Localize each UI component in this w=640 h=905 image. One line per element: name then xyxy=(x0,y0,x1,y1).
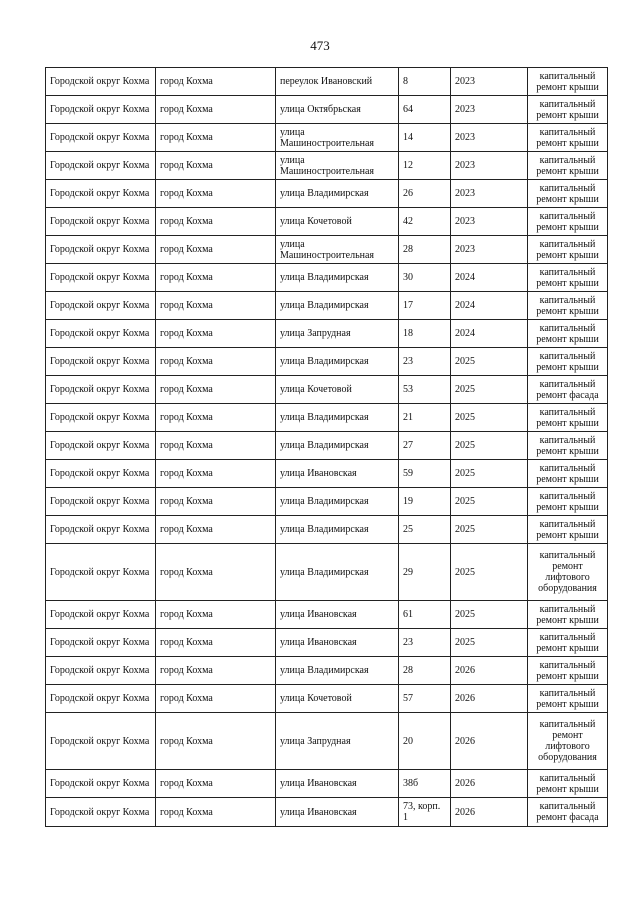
street-cell: переулок Ивановский xyxy=(276,68,399,96)
year-cell: 2025 xyxy=(451,488,528,516)
street-cell: улица Ивановская xyxy=(276,770,399,798)
work-type-cell: капитальный ремонт крыши xyxy=(528,236,608,264)
year-cell: 2024 xyxy=(451,292,528,320)
street-cell: улица Владимирская xyxy=(276,432,399,460)
house-cell: 59 xyxy=(399,460,451,488)
city-cell: город Кохма xyxy=(156,798,276,827)
house-cell: 12 xyxy=(399,152,451,180)
table-row xyxy=(46,180,608,208)
street-cell: улица Машиностроительная xyxy=(276,236,399,264)
district-cell: Городской округ Кохма xyxy=(46,320,156,348)
district-cell: Городской округ Кохма xyxy=(46,264,156,292)
city-cell: город Кохма xyxy=(156,404,276,432)
city-cell: город Кохма xyxy=(156,264,276,292)
street-cell: улица Кочетовой xyxy=(276,685,399,713)
table-row xyxy=(46,770,608,798)
house-cell: 28 xyxy=(399,236,451,264)
city-cell: город Кохма xyxy=(156,348,276,376)
work-type-cell: капитальный ремонт крыши xyxy=(528,180,608,208)
table-row xyxy=(46,236,608,264)
street-cell: улица Машиностроительная xyxy=(276,152,399,180)
table-row xyxy=(46,292,608,320)
year-cell: 2025 xyxy=(451,516,528,544)
table-row xyxy=(46,657,608,685)
table-row xyxy=(46,96,608,124)
work-type-cell: капитальный ремонт крыши xyxy=(528,516,608,544)
year-cell: 2023 xyxy=(451,152,528,180)
district-cell: Городской округ Кохма xyxy=(46,404,156,432)
year-cell: 2023 xyxy=(451,124,528,152)
district-cell: Городской округ Кохма xyxy=(46,544,156,601)
house-cell: 8 xyxy=(399,68,451,96)
table-row xyxy=(46,152,608,180)
district-cell: Городской округ Кохма xyxy=(46,208,156,236)
year-cell: 2026 xyxy=(451,770,528,798)
district-cell: Городской округ Кохма xyxy=(46,488,156,516)
work-type-cell: капитальный ремонт лифтового оборудования xyxy=(528,544,608,601)
page-number: 473 xyxy=(310,38,330,53)
work-type-cell: капитальный ремонт крыши xyxy=(528,152,608,180)
table-row xyxy=(46,601,608,629)
work-type-cell: капитальный ремонт крыши xyxy=(528,404,608,432)
city-cell: город Кохма xyxy=(156,68,276,96)
house-cell: 19 xyxy=(399,488,451,516)
work-type-cell: капитальный ремонт крыши xyxy=(528,96,608,124)
year-cell: 2025 xyxy=(451,544,528,601)
house-cell: 27 xyxy=(399,432,451,460)
street-cell: улица Кочетовой xyxy=(276,208,399,236)
house-cell: 17 xyxy=(399,292,451,320)
street-cell: улица Владимирская xyxy=(276,516,399,544)
street-cell: улица Владимирская xyxy=(276,404,399,432)
city-cell: город Кохма xyxy=(156,124,276,152)
work-type-cell: капитальный ремонт фасада xyxy=(528,798,608,827)
year-cell: 2023 xyxy=(451,96,528,124)
work-type-cell: капитальный ремонт крыши xyxy=(528,770,608,798)
city-cell: город Кохма xyxy=(156,208,276,236)
street-cell: улица Владимирская xyxy=(276,292,399,320)
year-cell: 2025 xyxy=(451,348,528,376)
table-row xyxy=(46,629,608,657)
city-cell: город Кохма xyxy=(156,488,276,516)
house-cell: 21 xyxy=(399,404,451,432)
year-cell: 2023 xyxy=(451,68,528,96)
street-cell: улица Владимирская xyxy=(276,657,399,685)
work-type-cell: капитальный ремонт крыши xyxy=(528,320,608,348)
table-row xyxy=(46,685,608,713)
year-cell: 2025 xyxy=(451,376,528,404)
year-cell: 2026 xyxy=(451,713,528,770)
district-cell: Городской округ Кохма xyxy=(46,348,156,376)
house-cell: 28 xyxy=(399,657,451,685)
street-cell: улица Ивановская xyxy=(276,629,399,657)
table-row xyxy=(46,713,608,770)
district-cell: Городской округ Кохма xyxy=(46,516,156,544)
city-cell: город Кохма xyxy=(156,460,276,488)
year-cell: 2026 xyxy=(451,685,528,713)
street-cell: улица Владимирская xyxy=(276,264,399,292)
house-cell: 57 xyxy=(399,685,451,713)
table-row xyxy=(46,264,608,292)
city-cell: город Кохма xyxy=(156,292,276,320)
district-cell: Городской округ Кохма xyxy=(46,629,156,657)
street-cell: улица Октябрьская xyxy=(276,96,399,124)
district-cell: Городской округ Кохма xyxy=(46,180,156,208)
year-cell: 2025 xyxy=(451,629,528,657)
street-cell: улица Владимирская xyxy=(276,180,399,208)
district-cell: Городской округ Кохма xyxy=(46,376,156,404)
street-cell: улица Запрудная xyxy=(276,320,399,348)
street-cell: улица Владимирская xyxy=(276,544,399,601)
house-cell: 20 xyxy=(399,713,451,770)
street-cell: улица Владимирская xyxy=(276,488,399,516)
table-row xyxy=(46,208,608,236)
work-type-cell: капитальный ремонт фасада xyxy=(528,376,608,404)
table-row xyxy=(46,404,608,432)
table-row xyxy=(46,488,608,516)
district-cell: Городской округ Кохма xyxy=(46,460,156,488)
table-row xyxy=(46,376,608,404)
house-cell: 23 xyxy=(399,629,451,657)
city-cell: город Кохма xyxy=(156,236,276,264)
house-cell: 29 xyxy=(399,544,451,601)
work-type-cell: капитальный ремонт крыши xyxy=(528,629,608,657)
house-cell: 38б xyxy=(399,770,451,798)
district-cell: Городской округ Кохма xyxy=(46,236,156,264)
street-cell: улица Запрудная xyxy=(276,713,399,770)
table-row xyxy=(46,124,608,152)
city-cell: город Кохма xyxy=(156,544,276,601)
district-cell: Городской округ Кохма xyxy=(46,292,156,320)
table-row xyxy=(46,516,608,544)
street-cell: улица Ивановская xyxy=(276,460,399,488)
work-type-cell: капитальный ремонт крыши xyxy=(528,264,608,292)
house-cell: 14 xyxy=(399,124,451,152)
city-cell: город Кохма xyxy=(156,713,276,770)
district-cell: Городской округ Кохма xyxy=(46,96,156,124)
city-cell: город Кохма xyxy=(156,770,276,798)
city-cell: город Кохма xyxy=(156,96,276,124)
work-type-cell: капитальный ремонт крыши xyxy=(528,432,608,460)
house-cell: 23 xyxy=(399,348,451,376)
work-type-cell: капитальный ремонт лифтового оборудования xyxy=(528,713,608,770)
year-cell: 2025 xyxy=(451,404,528,432)
city-cell: город Кохма xyxy=(156,376,276,404)
district-cell: Городской округ Кохма xyxy=(46,68,156,96)
repair-schedule-body xyxy=(46,68,608,827)
year-cell: 2025 xyxy=(451,601,528,629)
table-row xyxy=(46,460,608,488)
year-cell: 2025 xyxy=(451,432,528,460)
table-row xyxy=(46,68,608,96)
city-cell: город Кохма xyxy=(156,432,276,460)
year-cell: 2026 xyxy=(451,798,528,827)
table-row xyxy=(46,544,608,601)
work-type-cell: капитальный ремонт крыши xyxy=(528,657,608,685)
work-type-cell: капитальный ремонт крыши xyxy=(528,124,608,152)
city-cell: город Кохма xyxy=(156,601,276,629)
city-cell: город Кохма xyxy=(156,152,276,180)
year-cell: 2024 xyxy=(451,264,528,292)
district-cell: Городской округ Кохма xyxy=(46,152,156,180)
work-type-cell: капитальный ремонт крыши xyxy=(528,685,608,713)
work-type-cell: капитальный ремонт крыши xyxy=(528,488,608,516)
city-cell: город Кохма xyxy=(156,657,276,685)
work-type-cell: капитальный ремонт крыши xyxy=(528,208,608,236)
work-type-cell: капитальный ремонт крыши xyxy=(528,68,608,96)
city-cell: город Кохма xyxy=(156,629,276,657)
house-cell: 73, корп. 1 xyxy=(399,798,451,827)
year-cell: 2023 xyxy=(451,236,528,264)
table-row xyxy=(46,348,608,376)
year-cell: 2023 xyxy=(451,208,528,236)
repair-schedule-table xyxy=(45,67,608,827)
table-row xyxy=(46,432,608,460)
district-cell: Городской округ Кохма xyxy=(46,432,156,460)
year-cell: 2024 xyxy=(451,320,528,348)
year-cell: 2025 xyxy=(451,460,528,488)
house-cell: 64 xyxy=(399,96,451,124)
city-cell: город Кохма xyxy=(156,320,276,348)
street-cell: улица Владимирская xyxy=(276,348,399,376)
street-cell: улица Ивановская xyxy=(276,601,399,629)
table-row xyxy=(46,320,608,348)
house-cell: 25 xyxy=(399,516,451,544)
district-cell: Городской округ Кохма xyxy=(46,713,156,770)
house-cell: 42 xyxy=(399,208,451,236)
year-cell: 2026 xyxy=(451,657,528,685)
district-cell: Городской округ Кохма xyxy=(46,124,156,152)
district-cell: Городской округ Кохма xyxy=(46,770,156,798)
work-type-cell: капитальный ремонт крыши xyxy=(528,292,608,320)
house-cell: 26 xyxy=(399,180,451,208)
district-cell: Городской округ Кохма xyxy=(46,798,156,827)
work-type-cell: капитальный ремонт крыши xyxy=(528,348,608,376)
district-cell: Городской округ Кохма xyxy=(46,601,156,629)
year-cell: 2023 xyxy=(451,180,528,208)
street-cell: улица Машиностроительная xyxy=(276,124,399,152)
district-cell: Городской округ Кохма xyxy=(46,657,156,685)
city-cell: город Кохма xyxy=(156,516,276,544)
district-cell: Городской округ Кохма xyxy=(46,685,156,713)
house-cell: 30 xyxy=(399,264,451,292)
house-cell: 61 xyxy=(399,601,451,629)
street-cell: улица Кочетовой xyxy=(276,376,399,404)
house-cell: 53 xyxy=(399,376,451,404)
city-cell: город Кохма xyxy=(156,685,276,713)
work-type-cell: капитальный ремонт крыши xyxy=(528,601,608,629)
work-type-cell: капитальный ремонт крыши xyxy=(528,460,608,488)
city-cell: город Кохма xyxy=(156,180,276,208)
table-row xyxy=(46,798,608,827)
house-cell: 18 xyxy=(399,320,451,348)
street-cell: улица Ивановская xyxy=(276,798,399,827)
